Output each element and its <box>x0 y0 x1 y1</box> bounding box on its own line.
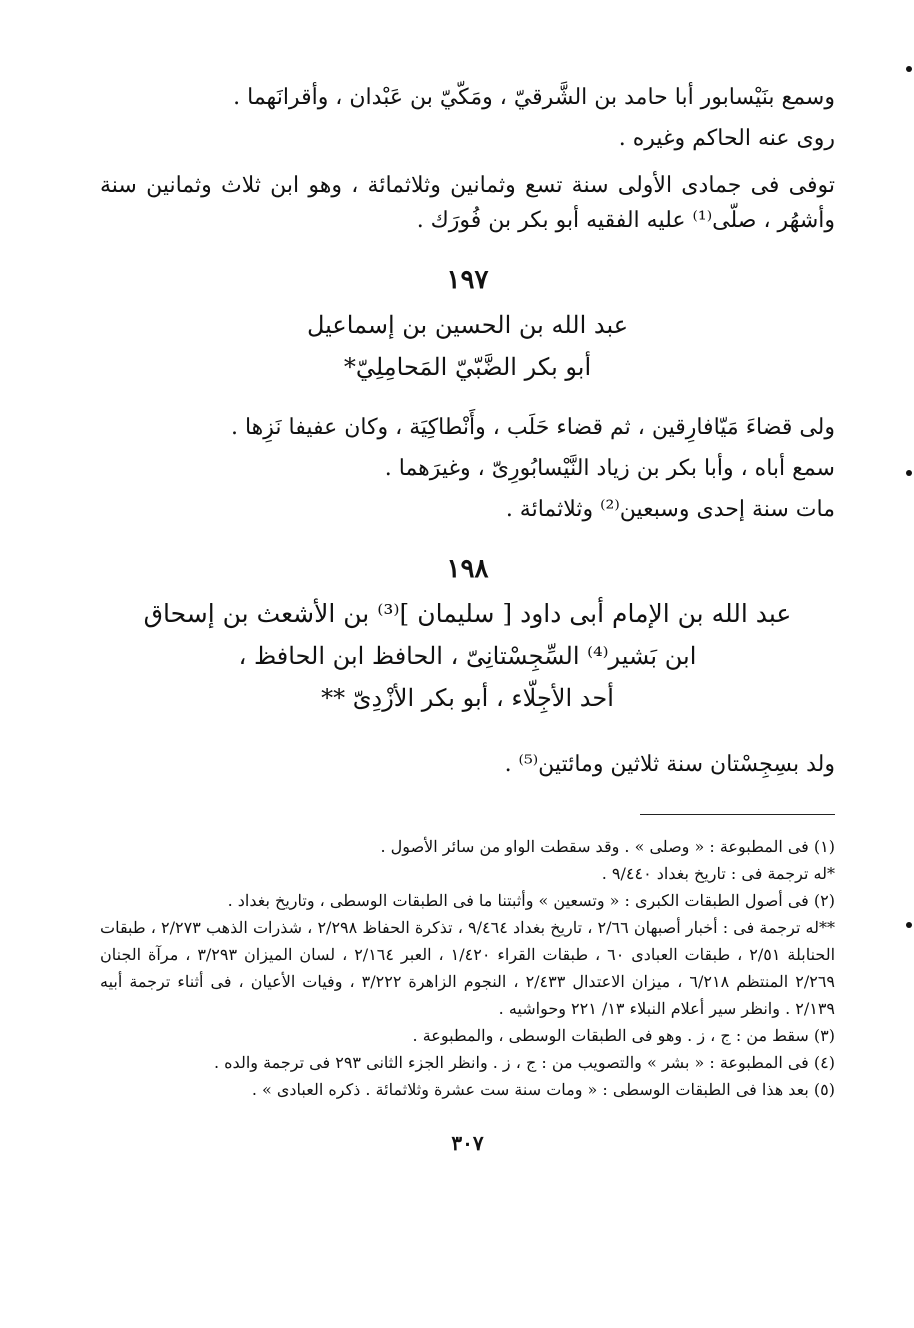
margin-mark <box>906 470 912 476</box>
entry-kunya: أحد الأجِلّاء ، أبو بكر الأزْدِىّ ** <box>321 684 614 712</box>
text-line: ولى قضاءَ مَيّافارِقين ، ثم قضاء حَلَب ، وأَنْطاكِيَة ، وكان عفيفا نَزِها . <box>230 415 835 440</box>
footnote: (٣) سقط من : ج ، ز . وهو فى الطبقات الوسطى ، والمطبوعة . <box>412 1026 835 1045</box>
entry-kunya: أبو بكر الضَّبّيّ المَحامِلِيّ* <box>343 353 592 381</box>
entry-number: ١٩٨ <box>446 554 489 584</box>
footnote: (٥) بعد هذا فى الطبقات الوسطى : « ومات سنة ست عشرة وثلاثمائة . ذكره العبادى » . <box>251 1080 835 1099</box>
text-line: سمع أباه ، وأبا بكر بن زياد النَّيْسابُورِىّ ، وغيرَهما . <box>384 456 835 481</box>
entry-number: ١٩٧ <box>446 265 489 295</box>
footnotes <box>100 833 835 1103</box>
footnote: (٤) فى المطبوعة : « بشر » والتصويب من : ج ، ز . وانظر الجزء الثانى ٢٩٣ فى ترجمة والده . <box>213 1053 835 1072</box>
text-line: وسمع بنَيْسابور أبا حامد بن الشَّرقيّ ، ومَكّيّ بن عَبْدان ، وأقرانَهما . <box>233 85 835 110</box>
text-paragraph: توفى فى جمادى الأولى سنة تسع وثمانين وثلاثمائة ، وهو ابن ثلاث وثمانين سنة وأشهُر ، صلّى⁽¹⁾ عليه الفقيه أبو بكر بن فُورَك . <box>100 173 835 233</box>
page-body <box>100 70 835 1155</box>
entry-name: عبد الله بن الإمام أبى داود [ سليمان ]⁽³⁾ بن الأشعث بن إسحاق <box>143 599 792 628</box>
text-line: مات سنة إحدى وسبعين⁽²⁾ وثلاثمائة . <box>505 497 835 522</box>
footnote: (٢) فى أصول الطبقات الكبرى : « وتسعين » وأثبتنا ما فى الطبقات الوسطى ، وتاريخ بغداد . <box>227 891 835 910</box>
footnote-divider <box>640 814 835 815</box>
footnote: (١) فى المطبوعة : « وصلى » . وقد سقطت الواو من سائر الأصول . <box>380 837 835 856</box>
text-line: ولد بسِجِسْتان سنة ثلاثين ومائتين⁽⁵⁾ . <box>504 752 835 777</box>
page-number: ٣٠٧ <box>451 1131 484 1155</box>
entry-name: عبد الله بن الحسين بن إسماعيل <box>306 311 629 339</box>
entry-name-continued: ابن بَشير⁽⁴⁾ السِّجِسْتانِىّ ، الحافظ ابن الحافظ ، <box>238 642 697 670</box>
margin-mark <box>906 66 912 72</box>
footnote: *له ترجمة فى : تاريخ بغداد ٩/٤٤٠ . <box>601 864 835 883</box>
footnote: **له ترجمة فى : أخبار أصبهان ٢/٦٦ ، تاريخ بغداد ٩/٤٦٤ ، تذكرة الحفاظ ٢/٢٩٨ ، شذرات الذهب ٢/٢٧٣ ، طبقات الحنابلة ٢/٥١ ، طبقات العبادى ٦٠ ، طبقات القراء ١/٤٢٠ ، العبر ٢/١٦٤ ، لسان الميزان ٣/٢٩٣ ، مرآة الجنان ٢/٢٦٩ المنتظم ٦/٢١٨ ، ميزان الاعتدال ٢/٤٣٣ ، النجوم الزاهرة ٣/٢٢٢ ، وفيات الأعيان ، فى أثناء ترجمة أبيه ٢/١٣٩ . وانظر سير أعلام النبلاء ١٣/ ٢٢١ وحواشيه . <box>100 918 836 1018</box>
text-line: روى عنه الحاكم وغيره . <box>618 126 835 151</box>
margin-mark <box>906 922 912 928</box>
